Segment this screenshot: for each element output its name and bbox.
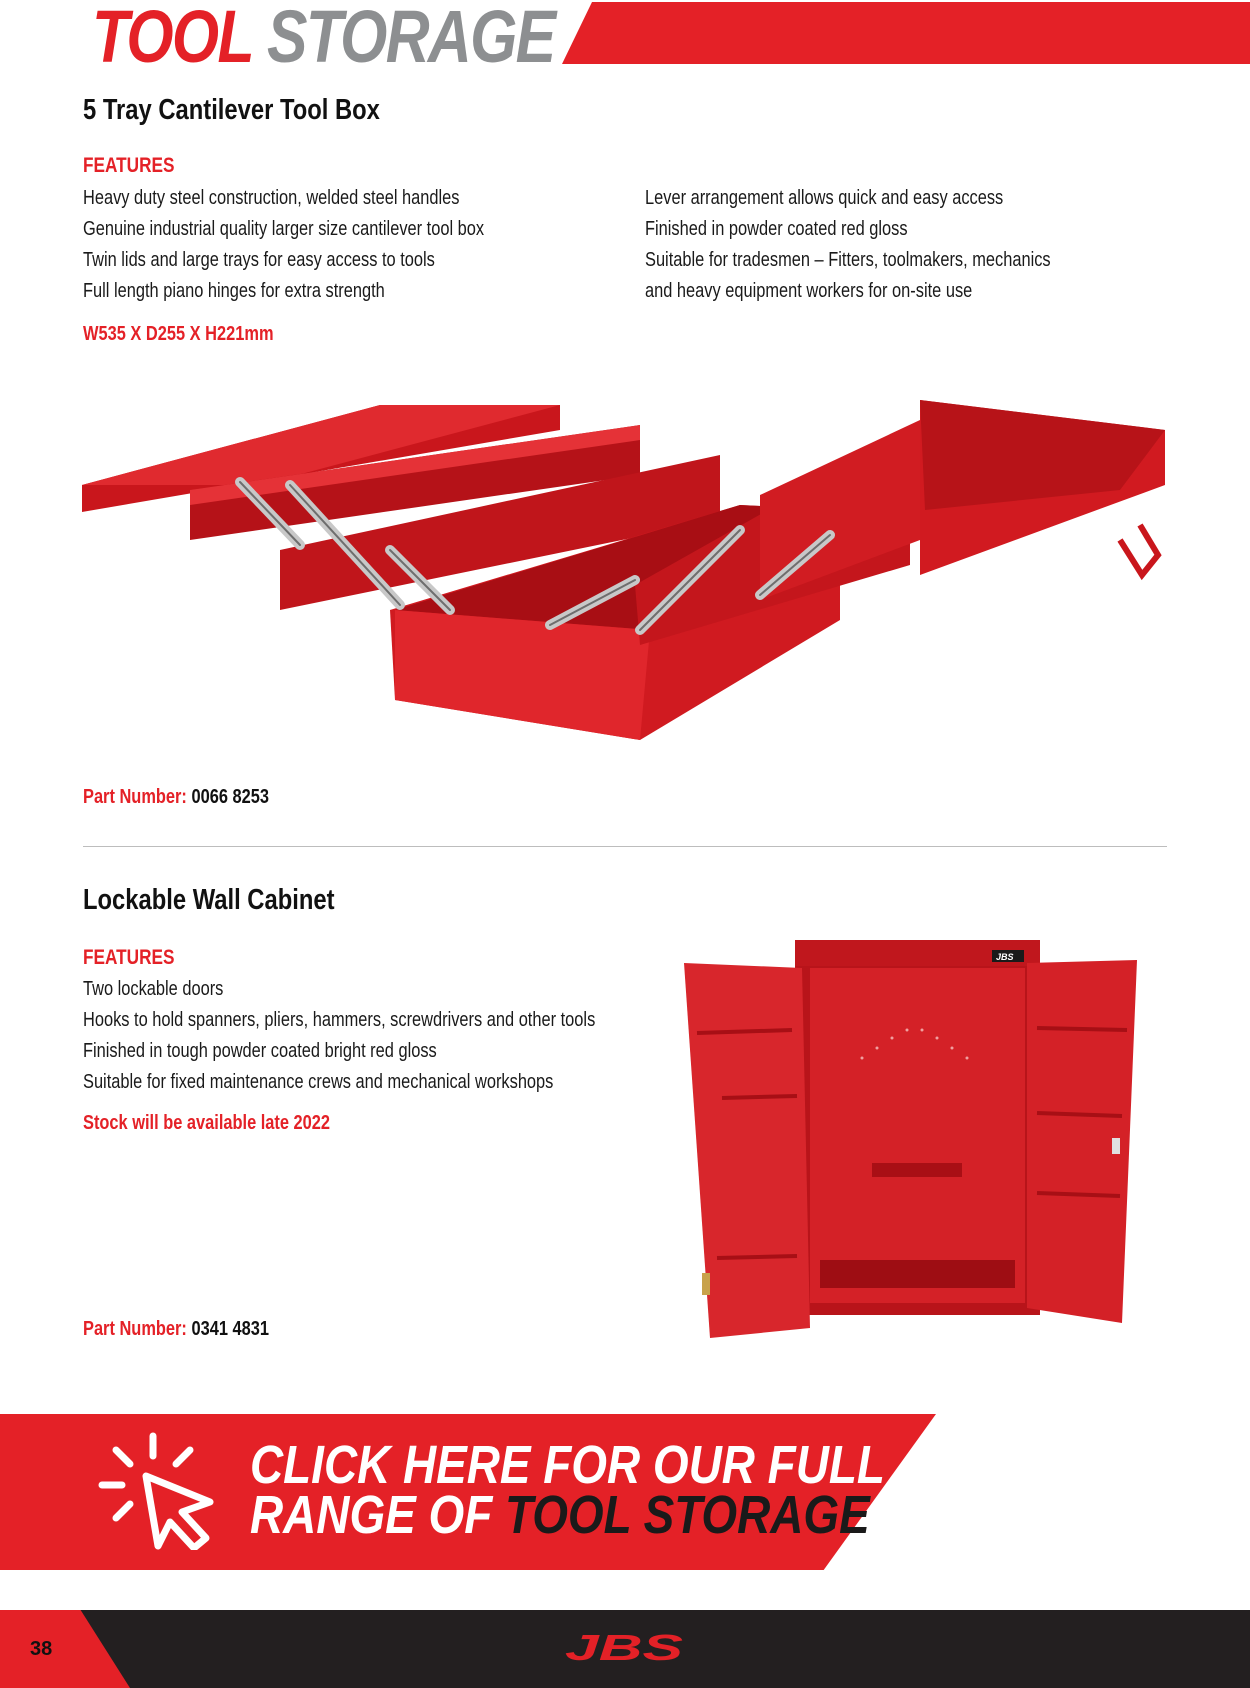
- part-number-label: Part Number:: [83, 1318, 187, 1340]
- part-number-value: 0341 4831: [191, 1318, 269, 1340]
- product-1-title: 5 Tray Cantilever Tool Box: [83, 94, 380, 126]
- product-1-features-right: [645, 183, 1140, 307]
- feature-item: Two lockable doors: [83, 978, 224, 1000]
- cta-line-1[interactable]: CLICK HERE FOR OUR FULL: [250, 1435, 885, 1495]
- section-title: [92, 0, 554, 79]
- product-1-part-number: [83, 786, 310, 809]
- cursor-click-icon[interactable]: [98, 1430, 228, 1555]
- product-2-title: Lockable Wall Cabinet: [83, 884, 335, 916]
- page-header: [0, 0, 1250, 80]
- cantilever-toolbox-image: [80, 400, 1170, 750]
- product-2-availability: Stock will be available late 2022: [83, 1112, 331, 1134]
- product-1-dimensions: W535 X D255 X H221mm: [83, 323, 274, 345]
- feature-item: Full length piano hinges for extra strength: [83, 280, 385, 302]
- feature-item: Heavy duty steel construction, welded steel handles: [83, 187, 460, 209]
- feature-item: Finished in powder coated red gloss: [645, 218, 908, 240]
- part-number-value: 0066 8253: [191, 786, 269, 808]
- product-1-features-left: [83, 183, 572, 307]
- feature-item: Suitable for tradesmen – Fitters, toolmakers, mechanics: [645, 249, 1051, 271]
- feature-item: and heavy equipment workers for on-site use: [645, 280, 973, 302]
- feature-item: Genuine industrial quality larger size cantilever tool box: [83, 218, 485, 240]
- feature-item: Hooks to hold spanners, pliers, hammers, screwdrivers and other tools: [83, 1009, 596, 1031]
- feature-item: Suitable for fixed maintenance crews and mechanical workshops: [83, 1071, 554, 1093]
- product-2-part-number: [83, 1318, 310, 1341]
- cta-text[interactable]: [250, 1435, 885, 1545]
- product-1-features-label: FEATURES: [83, 154, 175, 177]
- svg-text:JBS: JBS: [565, 1630, 683, 1666]
- product-2-features-label: FEATURES: [83, 946, 175, 969]
- cabinet-badge: JBS: [996, 952, 1014, 962]
- section-title-red: TOOL: [92, 0, 252, 78]
- wall-cabinet-image: [682, 938, 1142, 1343]
- feature-item: Twin lids and large trays for easy access to tools: [83, 249, 435, 271]
- cta-line-2[interactable]: RANGE OF TOOL STORAGE: [250, 1485, 870, 1545]
- page-number: 38: [30, 1638, 53, 1660]
- section-divider: [83, 846, 1167, 847]
- product-2-features: [83, 974, 708, 1098]
- header-red-bar: [562, 2, 1250, 64]
- feature-item: Finished in tough powder coated bright red gloss: [83, 1040, 437, 1062]
- part-number-label: Part Number:: [83, 786, 187, 808]
- jbs-logo: [565, 1630, 685, 1671]
- feature-item: Lever arrangement allows quick and easy access: [645, 187, 1004, 209]
- section-title-grey: STORAGE: [267, 0, 555, 78]
